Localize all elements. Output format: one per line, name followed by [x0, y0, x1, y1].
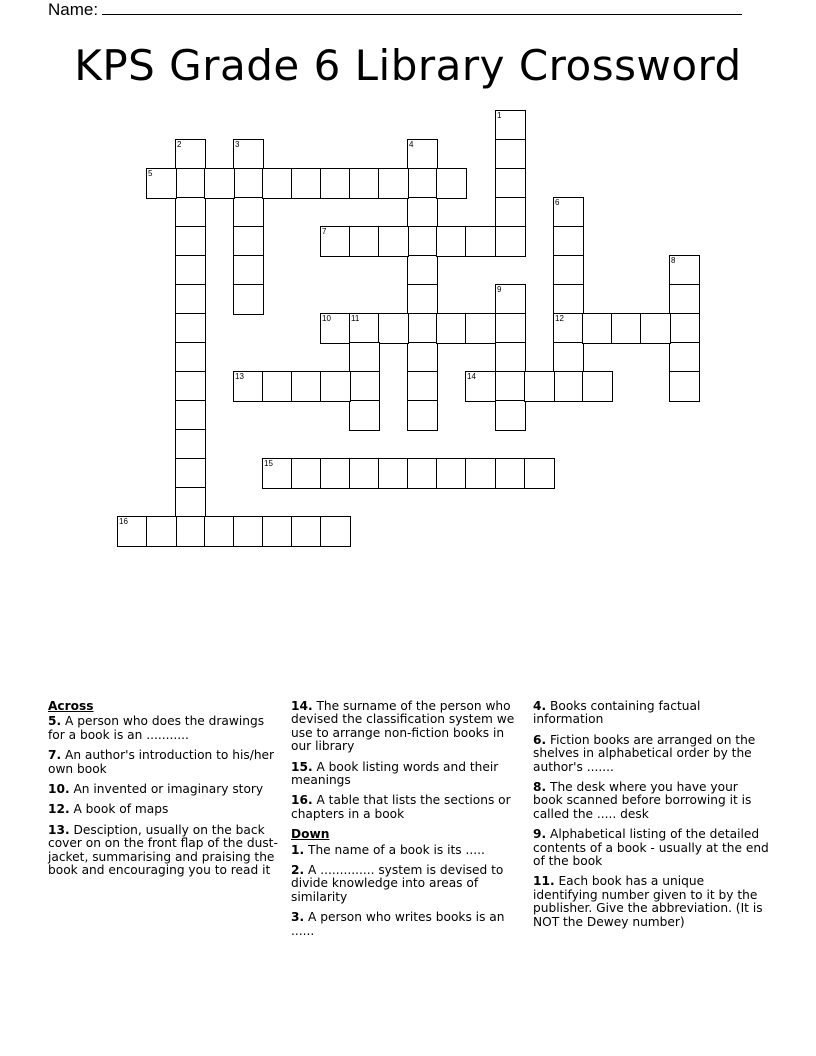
crossword-cell[interactable] [407, 197, 438, 228]
clue-item [533, 781, 771, 821]
clue-text: The name of a book is its ..... [304, 842, 485, 857]
crossword-cell[interactable] [233, 168, 264, 199]
clue-number-label: 13. [48, 822, 70, 837]
crossword-cell[interactable] [407, 139, 438, 170]
crossword-cell[interactable] [233, 255, 264, 286]
crossword-cell[interactable] [669, 342, 700, 373]
clue-item [533, 875, 771, 929]
clues-column-1 [48, 700, 278, 884]
clue-number: 14 [467, 372, 476, 381]
crossword-cell[interactable] [146, 168, 177, 199]
clue-number: 6 [555, 198, 560, 207]
crossword-cell[interactable] [611, 313, 642, 344]
crossword-cell[interactable] [349, 342, 380, 373]
crossword-cell[interactable] [524, 371, 555, 402]
crossword-cell[interactable] [320, 516, 351, 547]
crossword-cell[interactable] [175, 197, 206, 228]
crossword-cell[interactable] [262, 516, 293, 547]
clue-item [48, 803, 278, 816]
crossword-cell[interactable] [378, 458, 409, 489]
crossword-cell[interactable] [378, 313, 409, 344]
clue-item [533, 700, 771, 727]
page-title: KPS Grade 6 Library Crossword [74, 41, 742, 90]
crossword-cell[interactable] [495, 400, 526, 431]
crossword-cell[interactable] [175, 400, 206, 431]
clue-number-label: 9. [533, 827, 547, 842]
crossword-cell[interactable] [291, 168, 322, 199]
crossword-cell[interactable] [669, 371, 700, 402]
crossword-cell[interactable] [175, 342, 206, 373]
crossword-cell[interactable] [291, 458, 322, 489]
down-heading: Down [291, 827, 330, 842]
crossword-cell[interactable] [378, 226, 409, 257]
crossword-cell[interactable] [669, 284, 700, 315]
clue-number-label: 16. [291, 793, 313, 808]
clue-number: 7 [322, 227, 327, 236]
clue-item [533, 734, 771, 774]
clues-column-3 [533, 700, 771, 936]
clue-number: 10 [322, 314, 331, 323]
crossword-cell[interactable] [233, 197, 264, 228]
crossword-cell[interactable] [553, 226, 584, 257]
clue-number: 4 [409, 140, 414, 149]
clue-text: Alphabetical listing of the detailed contents of a book - usually at the end of the book [533, 827, 769, 869]
clue-number: 9 [497, 285, 502, 294]
crossword-cell[interactable] [349, 400, 380, 431]
crossword-cell[interactable] [320, 458, 351, 489]
clue-text: An invented or imaginary story [69, 782, 264, 797]
crossword-cell[interactable] [553, 342, 584, 373]
crossword-cell[interactable] [349, 371, 380, 402]
clue-number-label: 4. [533, 699, 547, 713]
clue-text: Desciption, usually on the back cover on on the front flap of the dust-jacket, summarising and praising the book and encouraging you to read it [48, 822, 278, 878]
clue-item [291, 864, 519, 904]
clue-number-label: 3. [291, 910, 305, 925]
clue-number-label: 14. [291, 699, 313, 713]
crossword-cell[interactable] [436, 168, 467, 199]
crossword-cell[interactable] [553, 371, 584, 402]
crossword-cell[interactable] [582, 371, 613, 402]
crossword-cell[interactable] [495, 226, 526, 257]
crossword-cell[interactable] [349, 458, 380, 489]
crossword-cell[interactable] [233, 284, 264, 315]
crossword-cell[interactable] [465, 371, 496, 402]
crossword-cell[interactable] [640, 313, 671, 344]
crossword-cell[interactable] [175, 284, 206, 315]
crossword-cell[interactable] [175, 226, 206, 257]
clue-number-label: 2. [291, 863, 305, 878]
crossword-cell[interactable] [175, 313, 206, 344]
clue-text: A person who writes books is an ...... [291, 910, 505, 938]
clue-item [533, 828, 771, 868]
crossword-cell[interactable] [175, 371, 206, 402]
crossword-cell[interactable] [495, 110, 526, 141]
crossword-cell[interactable] [233, 371, 264, 402]
crossword-cell[interactable] [146, 516, 177, 547]
crossword-cell[interactable] [320, 226, 351, 257]
clue-number-label: 10. [48, 782, 70, 797]
crossword-cell[interactable] [524, 458, 555, 489]
crossword-cell[interactable] [553, 313, 584, 344]
crossword-cell[interactable] [320, 168, 351, 199]
clue-number-label: 8. [533, 780, 547, 795]
crossword-cell[interactable] [465, 226, 496, 257]
clue-text: The desk where you have your book scanned before borrowing it is called the ..... desk [533, 780, 752, 821]
clues-column-2 [291, 700, 519, 945]
crossword-cell[interactable] [407, 284, 438, 315]
crossword-cell[interactable] [407, 168, 438, 199]
crossword-cell[interactable] [117, 516, 148, 547]
crossword-cell[interactable] [262, 458, 293, 489]
crossword-cell[interactable] [320, 371, 351, 402]
clue-item [48, 749, 278, 776]
clue-text: A person who does the drawings for a book is an ........... [48, 714, 265, 742]
crossword-cell[interactable] [495, 284, 526, 315]
clue-number: 13 [235, 372, 244, 381]
crossword-cell[interactable] [495, 371, 526, 402]
crossword-cell[interactable] [465, 313, 496, 344]
crossword-cell[interactable] [465, 458, 496, 489]
crossword-cell[interactable] [669, 255, 700, 286]
clue-text: A .............. system is devised to divide knowledge into areas of similarity [291, 863, 504, 904]
crossword-cell[interactable] [495, 342, 526, 373]
clue-number: 8 [671, 256, 676, 265]
clue-text: The surname of the person who devised the classification system we use to arrange non-fiction books in our library [291, 699, 515, 754]
clue-number-label: 12. [48, 802, 70, 817]
crossword-cell[interactable] [233, 226, 264, 257]
crossword-cell[interactable] [175, 458, 206, 489]
crossword-cell[interactable] [495, 139, 526, 170]
crossword-cell[interactable] [175, 168, 206, 199]
crossword-cell[interactable] [291, 516, 322, 547]
crossword-cell[interactable] [233, 139, 264, 170]
crossword-cell[interactable] [407, 400, 438, 431]
crossword-cell[interactable] [320, 313, 351, 344]
crossword-cell[interactable] [495, 197, 526, 228]
clue-item [48, 824, 278, 878]
crossword-cell[interactable] [175, 255, 206, 286]
clue-number: 3 [235, 140, 240, 149]
crossword-cell[interactable] [407, 255, 438, 286]
crossword-cell[interactable] [436, 226, 467, 257]
clue-number-label: 15. [291, 759, 313, 774]
clue-text: An author's introduction to his/her own book [48, 748, 275, 776]
clue-number: 16 [119, 517, 128, 526]
crossword-cell[interactable] [175, 487, 206, 518]
crossword-cell[interactable] [407, 342, 438, 373]
clue-item [291, 700, 519, 754]
crossword-cell[interactable] [175, 429, 206, 460]
crossword-cell[interactable] [407, 458, 438, 489]
clue-text: A table that lists the sections or chapters in a book [291, 793, 511, 821]
crossword-cell[interactable] [407, 371, 438, 402]
clue-item [48, 783, 278, 796]
crossword-cell[interactable] [349, 168, 380, 199]
clue-number: 2 [177, 140, 182, 149]
crossword-cell[interactable] [175, 516, 206, 547]
clue-number: 1 [497, 111, 502, 120]
name-label: Name: [48, 0, 99, 19]
crossword-cell[interactable] [291, 371, 322, 402]
clue-item [291, 911, 519, 938]
clue-number-label: 11. [533, 874, 555, 889]
clue-number-label: 5. [48, 714, 62, 729]
crossword-cell[interactable] [669, 313, 700, 344]
crossword-cell[interactable] [553, 284, 584, 315]
across-heading: Across [48, 699, 94, 713]
clue-number: 5 [148, 169, 153, 178]
clue-item [291, 844, 519, 857]
clue-number: 15 [264, 459, 273, 468]
clue-number-label: 1. [291, 842, 305, 857]
clue-item [291, 761, 519, 788]
crossword-cell[interactable] [495, 313, 526, 344]
crossword-cell[interactable] [262, 168, 293, 199]
crossword-cell[interactable] [349, 226, 380, 257]
clue-number: 12 [555, 314, 564, 323]
clue-number-label: 6. [533, 732, 547, 747]
crossword-cell[interactable] [407, 226, 438, 257]
crossword-cell[interactable] [553, 255, 584, 286]
crossword-cell[interactable] [204, 516, 235, 547]
clue-text: Fiction books are arranged on the shelves in alphabetical order by the author's ....... [533, 732, 756, 774]
crossword-cell[interactable] [233, 516, 264, 547]
crossword-cell[interactable] [204, 168, 235, 199]
crossword-cell[interactable] [436, 313, 467, 344]
clue-text: Books containing factual information [533, 699, 701, 727]
crossword-cell[interactable] [175, 139, 206, 170]
crossword-cell[interactable] [436, 458, 467, 489]
clue-text: A book listing words and their meanings [291, 759, 499, 788]
crossword-cell[interactable] [553, 197, 584, 228]
crossword-cell[interactable] [582, 313, 613, 344]
crossword-cell[interactable] [378, 168, 409, 199]
clue-number-label: 7. [48, 748, 62, 763]
crossword-cell[interactable] [407, 313, 438, 344]
clue-text: A book of maps [69, 802, 169, 817]
clue-number: 11 [351, 314, 360, 323]
clue-item [48, 715, 278, 742]
clue-item [291, 794, 519, 821]
clue-text: Each book has a unique identifying number given to it by the publisher. Give the abbreviation. (It is NOT the Dewey number) [533, 874, 763, 929]
crossword-cell[interactable] [349, 313, 380, 344]
crossword-cell[interactable] [495, 458, 526, 489]
crossword-cell[interactable] [262, 371, 293, 402]
crossword-cell[interactable] [495, 168, 526, 199]
